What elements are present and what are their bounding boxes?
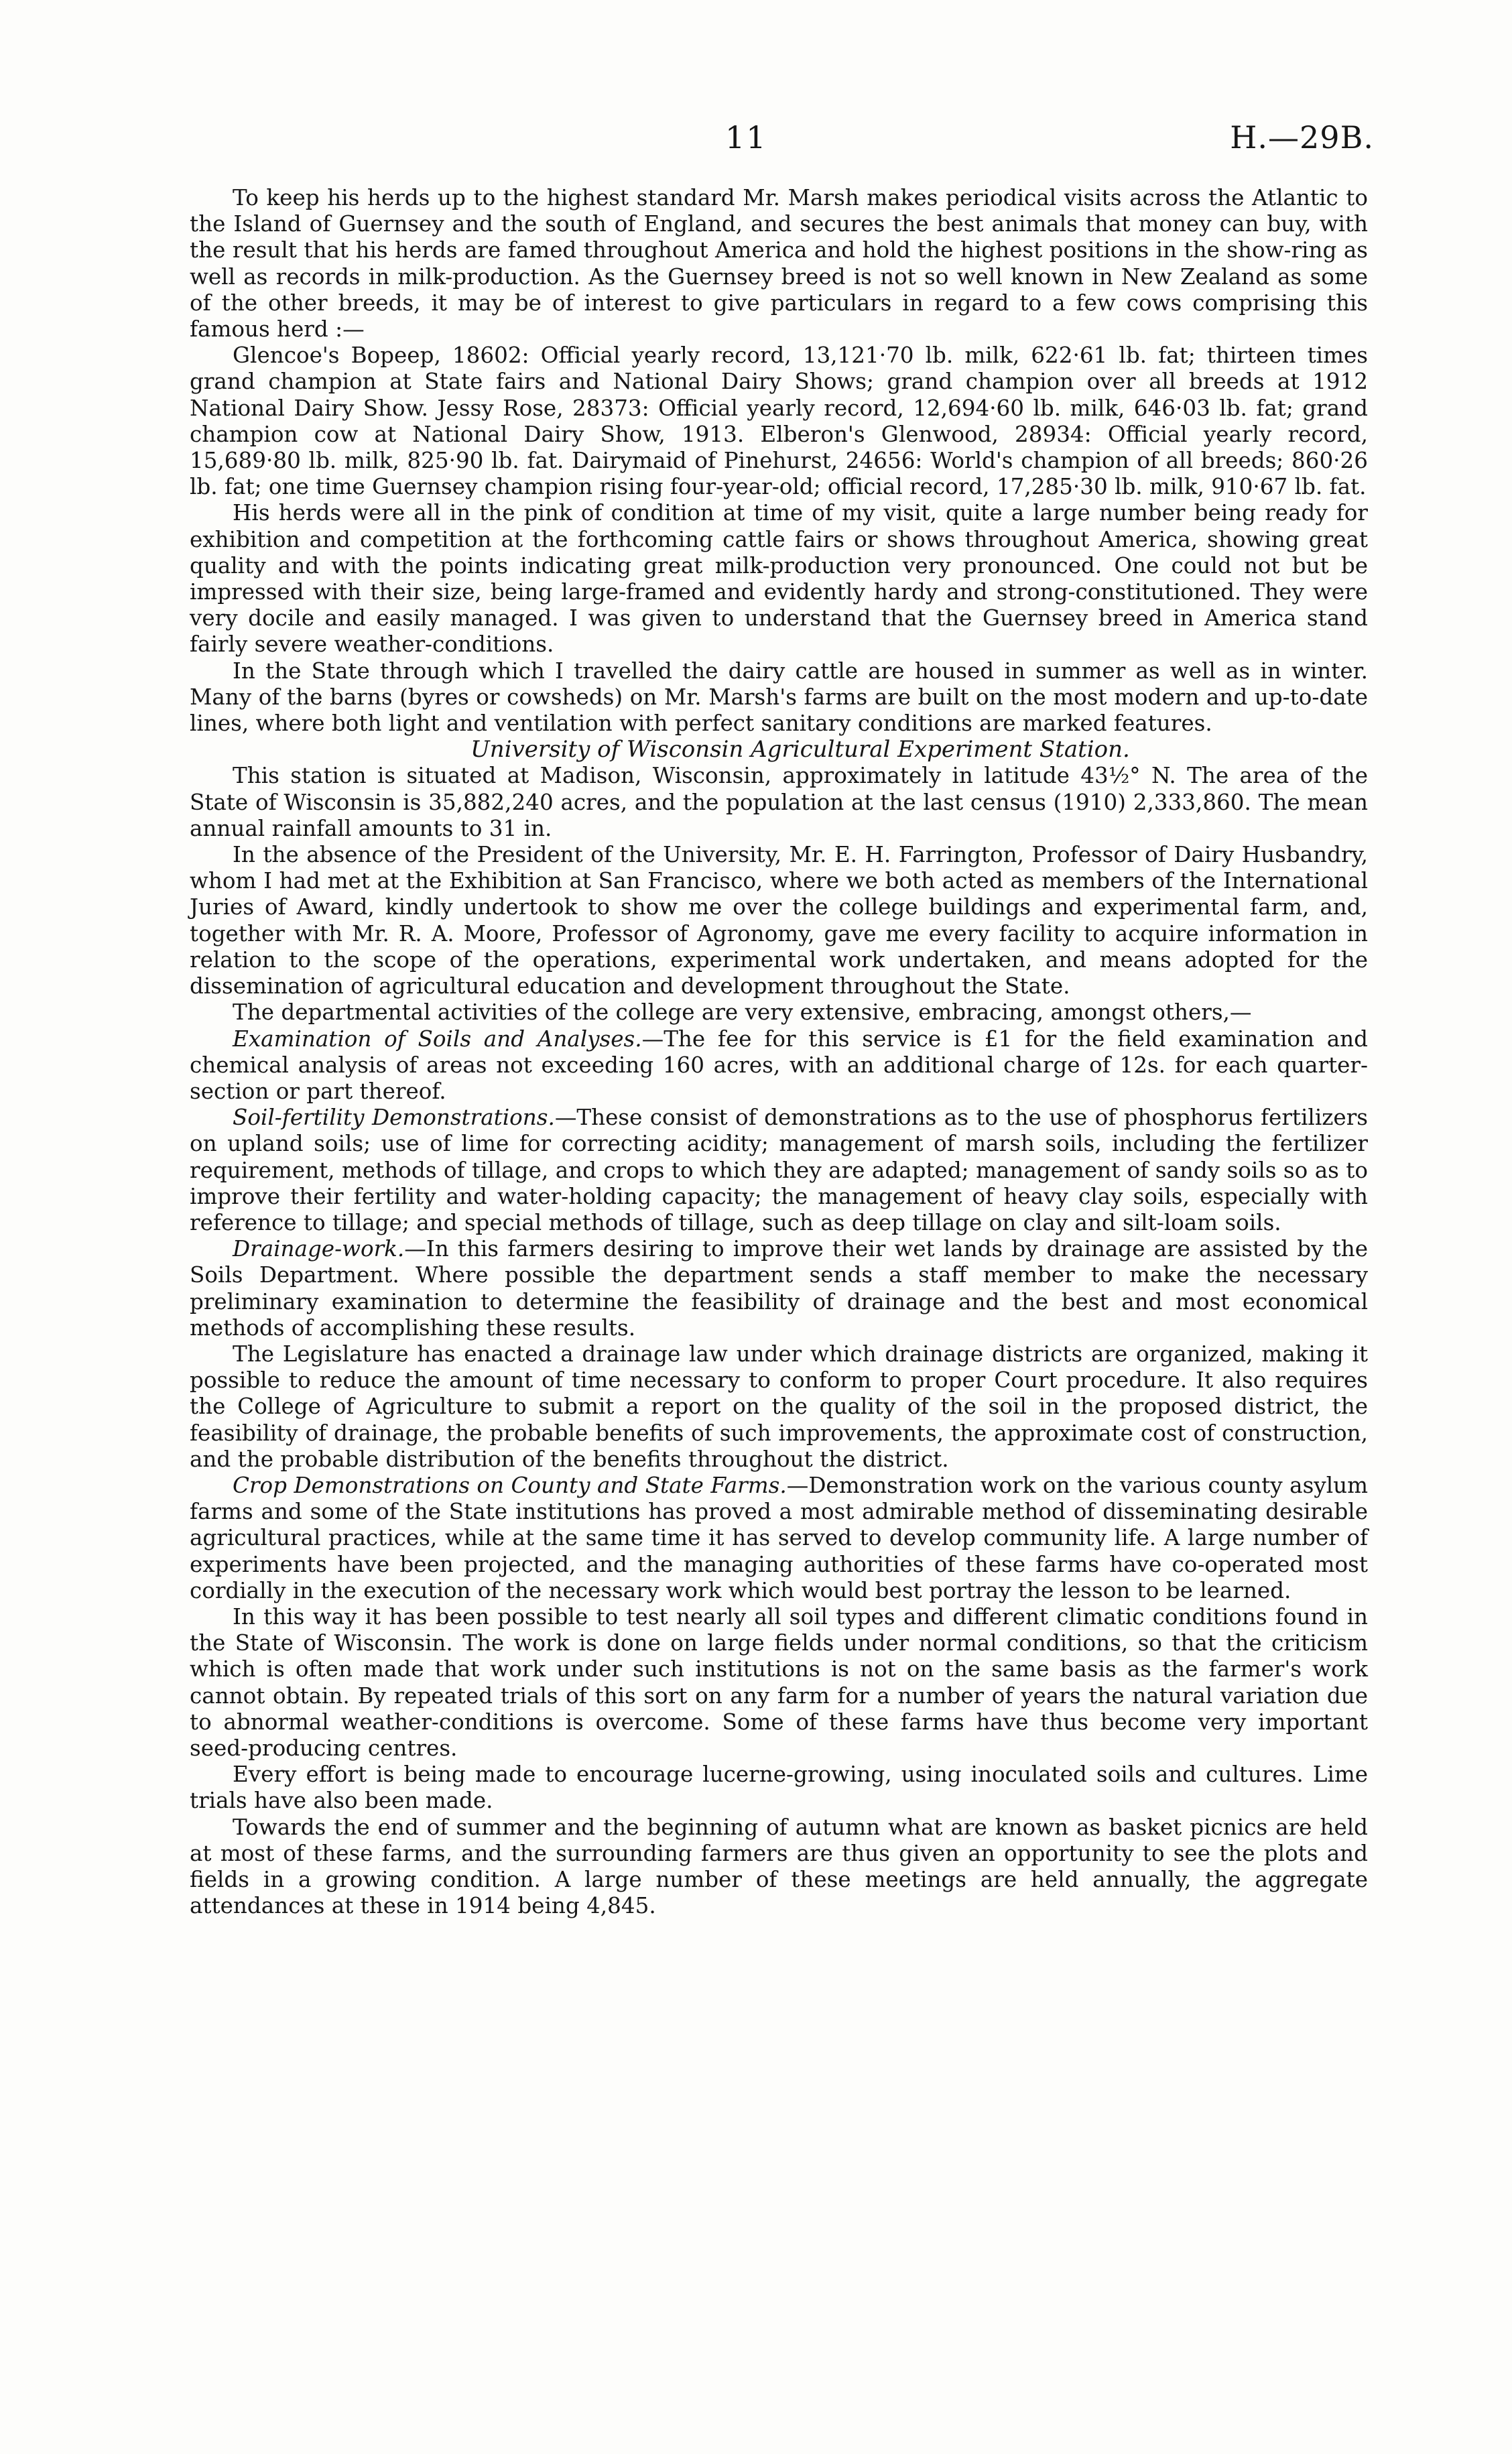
paragraph-housing: In the State through which I travelled the dairy cattle are housed in summer as well as in winter. Many of the barns (byres or cowsheds) on Mr. Marsh's farms are built on the most modern and up-to-date lines, where both light and ventilation with perfect sanitary conditions are marked features. xyxy=(190,658,1368,737)
soil-examination-text: —The fee for this service is £1 for the field examination and chemical analysis of areas not exceeding 160 acres, with an additional charge of 12s. for each quarter-section or part thereof. xyxy=(190,1026,1368,1104)
section-title: University of Wisconsin Agricultural Experiment Station. xyxy=(470,736,1130,763)
paragraph-basket-picnics: Towards the end of summer and the beginning of autumn what are known as basket picnics are held at most of these farms, and the surrounding farmers are thus given an opportunity to see the plots and fields in a growing condition. A large number of these meetings are held annually, the aggregate attendances at these in 1914 being 4,845. xyxy=(190,1814,1368,1919)
paragraph-lucerne: Every effort is being made to encourage lucerne-growing, using inoculated soils and cultures. Lime trials have also been made. xyxy=(190,1762,1368,1814)
soil-fertility-heading: Soil-fertility Demonstrations. xyxy=(233,1105,555,1131)
paragraph-activities-intro: The departmental activities of the college are very extensive, embracing, amongst others,— xyxy=(233,999,1252,1026)
paragraph-drainage-work xyxy=(190,1236,1368,1341)
paragraph-soil-examination xyxy=(190,1026,1368,1105)
paragraph-soil-fertility xyxy=(190,1105,1368,1236)
paragraph-crop-demonstrations xyxy=(190,1473,1368,1604)
soil-fertility-text: —These consist of demonstrations as to the use of phosphorus fertilizers on upland soils; use of lime for correcting acidity; management of marsh soils, including the fertilizer requirement, methods of tillage, and crops to which they are adapted; management of sandy soils so as to improve their fertility and water-holding capacity; the management of heavy clay soils, especially with reference to tillage; and special methods of tillage, such as deep tillage on clay and silt-loam soils. xyxy=(190,1105,1369,1235)
paragraph-herd-condition: His herds were all in the pink of condition at time of my visit, quite a large number being ready for exhibition and competition at the forthcoming cattle fairs or shows throughout America, showing great quality and with the points indicating great milk-production very pronounced. One could not but be impressed with their size, being large-framed and evidently hardy and strong-constitutioned. They were very docile and easily managed. I was given to understand that the Guernsey breed in America stand fairly severe weather-conditions. xyxy=(190,500,1368,658)
drainage-work-heading: Drainage-work. xyxy=(233,1236,405,1262)
paper-reference: H.—29B. xyxy=(1230,119,1374,156)
page-number: 11 xyxy=(725,119,767,156)
paragraph-marsh-visits: To keep his herds up to the highest standard Mr. Marsh makes periodical visits across the Atlantic to the Island of Guernsey and the south of England, and secures the best animals that money can buy, with the result that his herds are famed throughout America and hold the highest positions in the show-ring as well as records in milk-production. As the Guernsey breed is not so well known in New Zealand as some of the other breeds, it may be of interest to give particulars in regard to a few cows comprising this famous herd :— xyxy=(190,185,1368,343)
paragraph-soil-testing: In this way it has been possible to test nearly all soil types and different climatic conditions found in the State of Wisconsin. The work is done on large fields under normal conditions, so that the criticism which is often made that work under such institutions is not on the same basis as the farmer's work cannot obtain. By repeated trials of this sort on any farm for a number of years the natural variation due to abnormal weather-conditions is overcome. Some of these farms have thus become very important seed-producing centres. xyxy=(190,1603,1368,1761)
drainage-work-text: —In this farmers desiring to improve their wet lands by drainage are assisted by the Soils Department. Where possible the department sends a staff member to make the necessary preliminary examination to determine the feasibility of drainage and the best and most economical methods of accomplishing these results. xyxy=(190,1236,1368,1341)
paragraph-university-visit: In the absence of the President of the University, Mr. E. H. Farrington, Professor of Dairy Husbandry, whom I had met at the Exhibition at San Francisco, where we both acted as members of the International Juries of Award, kindly undertook to show me over the college buildings and experimental farm, and, together with Mr. R. A. Moore, Professor of Agronomy, gave me every facility to acquire information in relation to the scope of the operations, experimental work undertaken, and means adopted for the dissemination of agricultural education and development throughout the State. xyxy=(190,842,1368,999)
page-header xyxy=(0,119,1512,160)
crop-demonstrations-text: —Demonstration work on the various county asylum farms and some of the State institutions has proved a most admirable method of disseminating desirable agricultural practices, while at the same time it has served to develop community life. A large number of experiments have been projected, and the managing authorities of these farms have co-operated most cordially in the execution of the necessary work which would best portray the lesson to be learned. xyxy=(190,1472,1368,1603)
paragraph-drainage-law: The Legislature has enacted a drainage law under which drainage districts are organized, making it possible to reduce the amount of time necessary to conform to proper Court procedure. It also requires the College of Agriculture to submit a report on the quality of the soil in the proposed district, the feasibility of drainage, the probable benefits of such improvements, the approximate cost of construction, and the probable distribution of the benefits throughout the district. xyxy=(190,1341,1368,1472)
paragraph-cow-records: Glencoe's Bopeep, 18602: Official yearly record, 13,121·70 lb. milk, 622·61 lb. fat; thirteen times grand champion at State fairs and National Dairy Shows; grand champion over all breeds at 1912 National Dairy Show. Jessy Rose, 28373: Official yearly record, 12,694·60 lb. milk, 646·03 lb. fat; grand champion cow at National Dairy Show, 1913. Elberon's Glenwood, 28934: Official yearly record, 15,689·80 lb. milk, 825·90 lb. fat. Dairymaid of Pinehurst, 24656: World's champion of all breeds; 860·26 lb. fat; one time Guernsey champion rising four-year-old; official record, 17,285·30 lb. milk, 910·67 lb. fat. xyxy=(190,343,1368,500)
crop-demonstrations-heading: Crop Demonstrations on County and State Farms. xyxy=(233,1472,787,1498)
soil-examination-heading: Examination of Soils and Analyses. xyxy=(233,1026,642,1052)
paragraph-station-location: This station is situated at Madison, Wisconsin, approximately in latitude 43½° N. The area of the State of Wisconsin is 35,882,240 acres, and the population at the last census (1910) 2,333,860. The mean annual rainfall amounts to 31 in. xyxy=(190,763,1368,841)
body-text xyxy=(190,185,1368,1919)
